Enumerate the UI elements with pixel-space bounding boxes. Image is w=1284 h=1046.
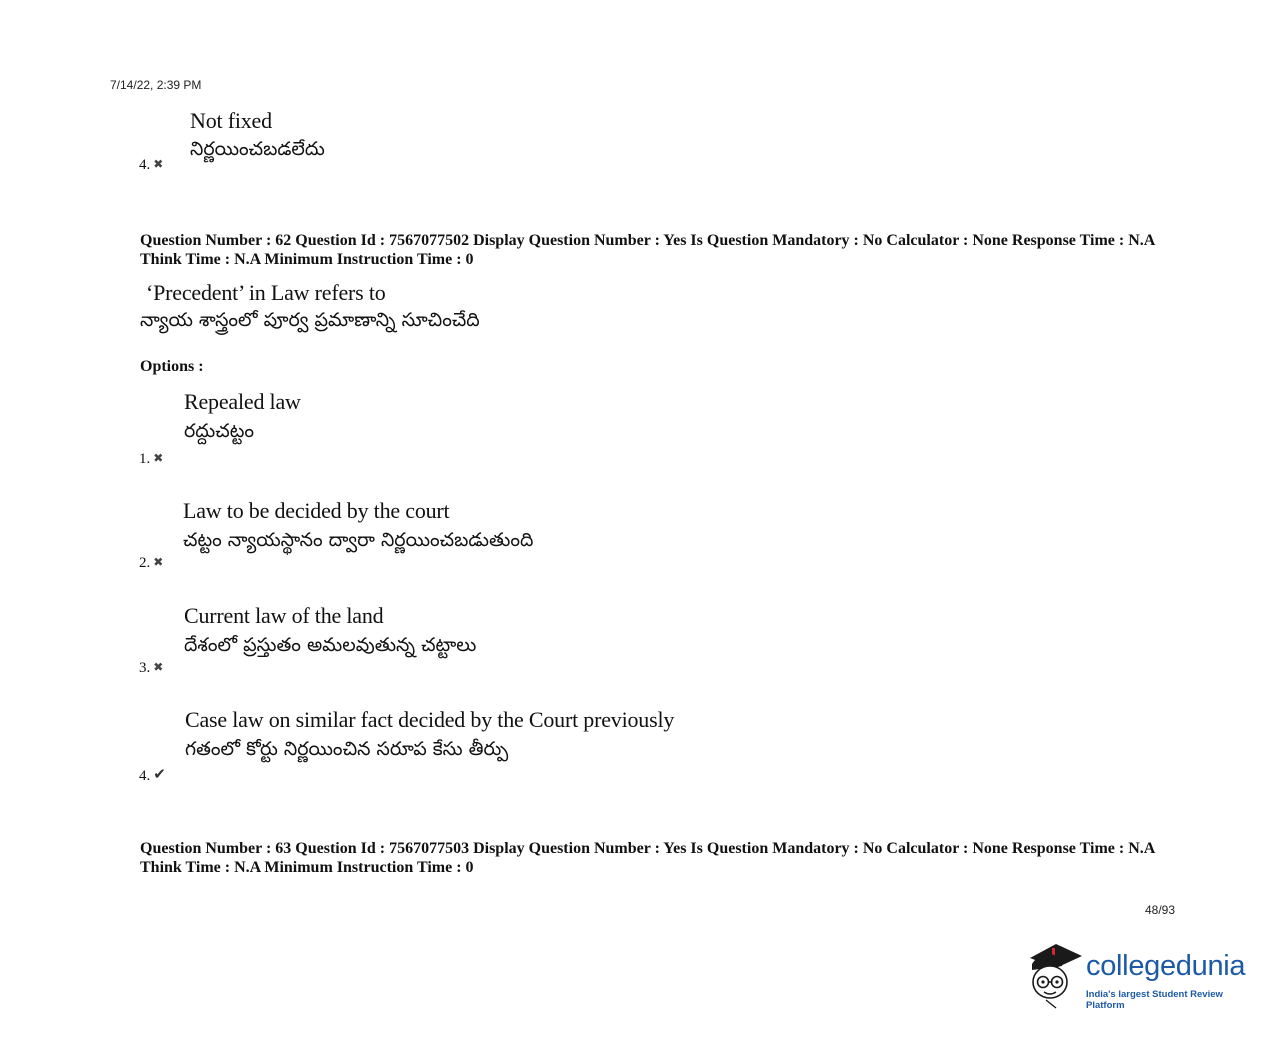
option-1-telugu: రద్దుచట్టం: [184, 420, 254, 442]
option-number: 2.: [139, 555, 151, 571]
option-number: 4.: [139, 157, 151, 173]
prev-option-4-number-row: [139, 157, 163, 174]
cross-icon: ✖: [153, 660, 164, 674]
collegedunia-logo: [1024, 938, 1259, 1010]
cross-icon: ✖: [153, 555, 164, 569]
check-icon: ✔: [153, 767, 166, 783]
option-3-telugu: దేశంలో ప్రస్తుతం అమలవుతున్న చట్టాలు: [184, 634, 477, 656]
logo-tagline: India's largest Student Review Platform: [1086, 989, 1223, 1011]
option-2-number-row: [139, 555, 163, 572]
option-1-number-row: [139, 451, 163, 468]
question-63-meta: Question Number : 63 Question Id : 7567077503 Display Question Number : Yes Is Question Mandatory : No Calculator : None Response Time : N.A Think Time : N.A Minimum Instruction Time : 0: [140, 840, 1155, 876]
question-62-text-english: ‘Precedent’ in Law refers to: [146, 280, 386, 305]
option-number: 1.: [139, 451, 151, 467]
cross-icon: ✖: [153, 451, 164, 465]
question-62-text-telugu: న్యాయ శాస్త్రంలో పూర్వ ప్రమాణాన్ని సూచించేది: [140, 309, 480, 331]
prev-option-4-telugu: నిర్ణయించబడలేదు: [190, 138, 325, 160]
option-2-english: Law to be decided by the court: [183, 498, 450, 523]
option-number: 3.: [139, 660, 151, 676]
option-4-number-row: [139, 765, 166, 785]
option-4-english: Case law on similar fact decided by the Court previously: [185, 707, 675, 732]
mascot-icon: [1024, 938, 1086, 1010]
page-number: 48/93: [1145, 903, 1176, 917]
option-1-english: Repealed law: [184, 389, 301, 414]
option-3-number-row: [139, 660, 163, 677]
logo-wordmark: collegedunia: [1086, 950, 1246, 982]
option-4-telugu: గతంలో కోర్టు నిర్ణయించిన సరూప కేసు తీర్పు: [185, 738, 509, 760]
question-62-meta: Question Number : 62 Question Id : 7567077502 Display Question Number : Yes Is Question Mandatory : No Calculator : None Response Time : N.A Think Time : N.A Minimum Instruction Time : 0: [140, 232, 1155, 268]
option-number: 4.: [139, 768, 151, 784]
print-timestamp: 7/14/22, 2:39 PM: [110, 78, 202, 92]
option-2-telugu: చట్టం న్యాయస్థానం ద్వారా నిర్ణయించబడుతుంది: [183, 529, 534, 551]
options-label: Options :: [140, 358, 204, 375]
cross-icon: ✖: [153, 157, 164, 171]
prev-option-4-english: Not fixed: [190, 108, 272, 133]
option-3-english: Current law of the land: [184, 603, 384, 628]
